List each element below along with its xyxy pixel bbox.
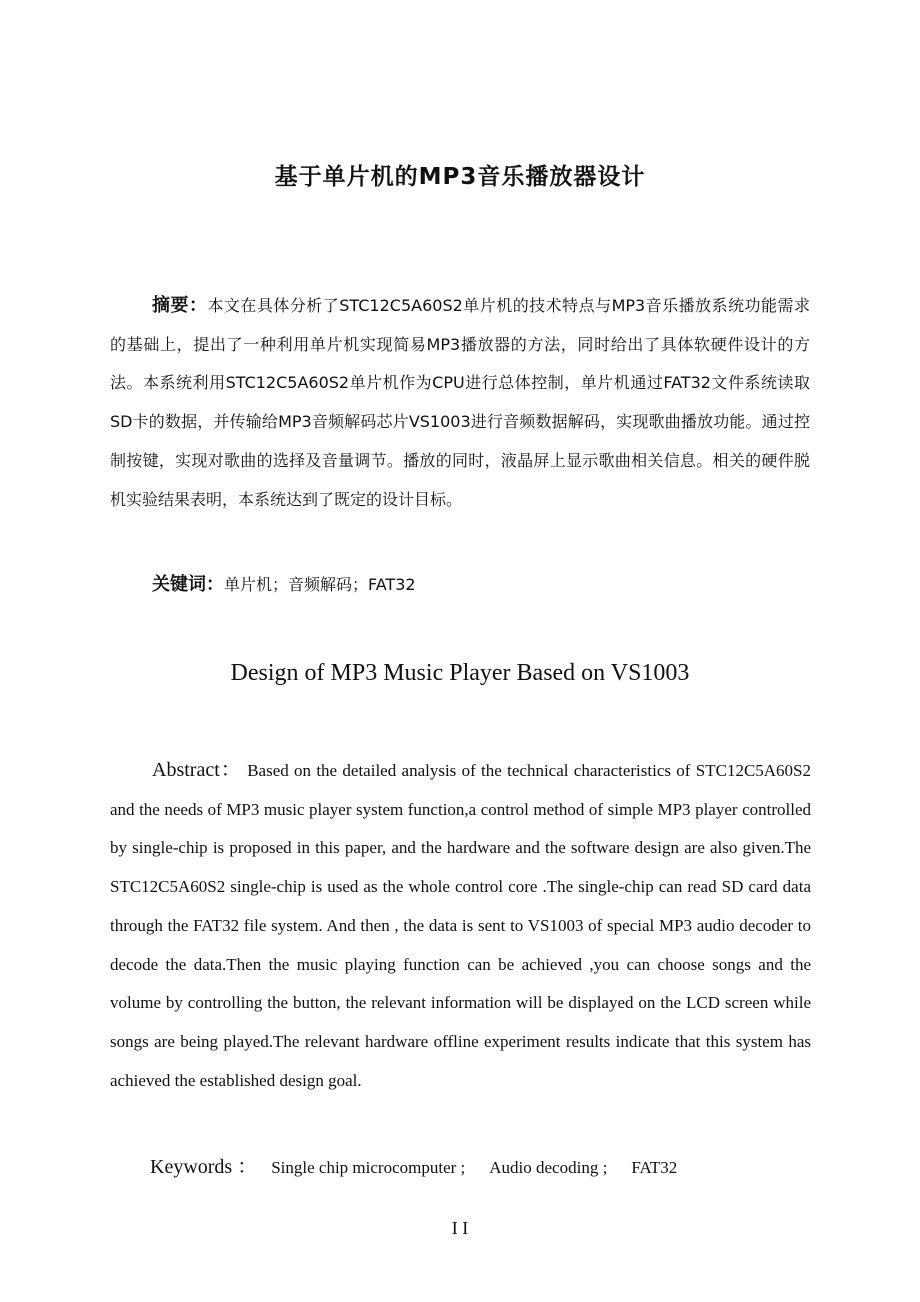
chinese-title: 基于单片机的MP3音乐播放器设计 [274,164,646,190]
english-title: Design of MP3 Music Player Based on VS1003 [230,660,690,686]
english-abstract [110,751,811,1100]
english-abstract-label: Abstract： [152,759,242,781]
keyword-item: Single chip microcomputer ; [271,1158,466,1177]
chinese-keywords [152,570,416,596]
chinese-keywords-text: 单片机；音频解码；FAT32 [224,575,416,594]
english-keywords-label: Keywords ： [150,1156,258,1178]
chinese-abstract-text: 本文在具体分析了STC12C5A60S2单片机的技术特点与MP3音乐播放系统功能需求的基础上，提出了一种利用单片机实现简易MP3播放器的方法，同时给出了具体软硬件设计的方法。本系统利用STC12C5A60S2单片机作为CPU进行总体控制，单片机通过FAT32文件系统读取SD卡的数据，并传输给MP3音频解码芯片VS1003进行音频数据解码，实现歌曲播放功能。通过控制按键，实现对歌曲的选择及音量调节。播放的同时，液晶屏上显示歌曲相关信息。相关的硬件脱机实验结果表明，本系统达到了既定的设计目标。 [110,296,810,509]
chinese-abstract-label: 摘要： [152,295,208,316]
keyword-item: Audio decoding ; [489,1158,608,1177]
page-number: I I [451,1218,469,1238]
chinese-keywords-label: 关键词： [152,574,224,595]
chinese-abstract [110,287,810,519]
keyword-item: FAT32 [631,1158,678,1177]
english-keywords [150,1150,677,1179]
english-abstract-text: Based on the detailed analysis of the technical characteristics of STC12C5A60S2 and the needs of MP3 music player system function,a control method of simple MP3 player controlled by single-chip is proposed in this paper, and the hardware and the software design are also given.The STC12C5A60S2 single-chip is used as the whole control core .The single-chip can read SD card data through the FAT32 file system. And then , the data is sent to VS1003 of special MP3 audio decoder to decode the data.Then the music playing function can be achieved ,you can choose songs and the volume by controlling the button, the relevant information will be displayed on the LCD screen while songs are being played.The relevant hardware offline experiment results indicate that this system has achieved the established design goal. [110,761,812,1090]
